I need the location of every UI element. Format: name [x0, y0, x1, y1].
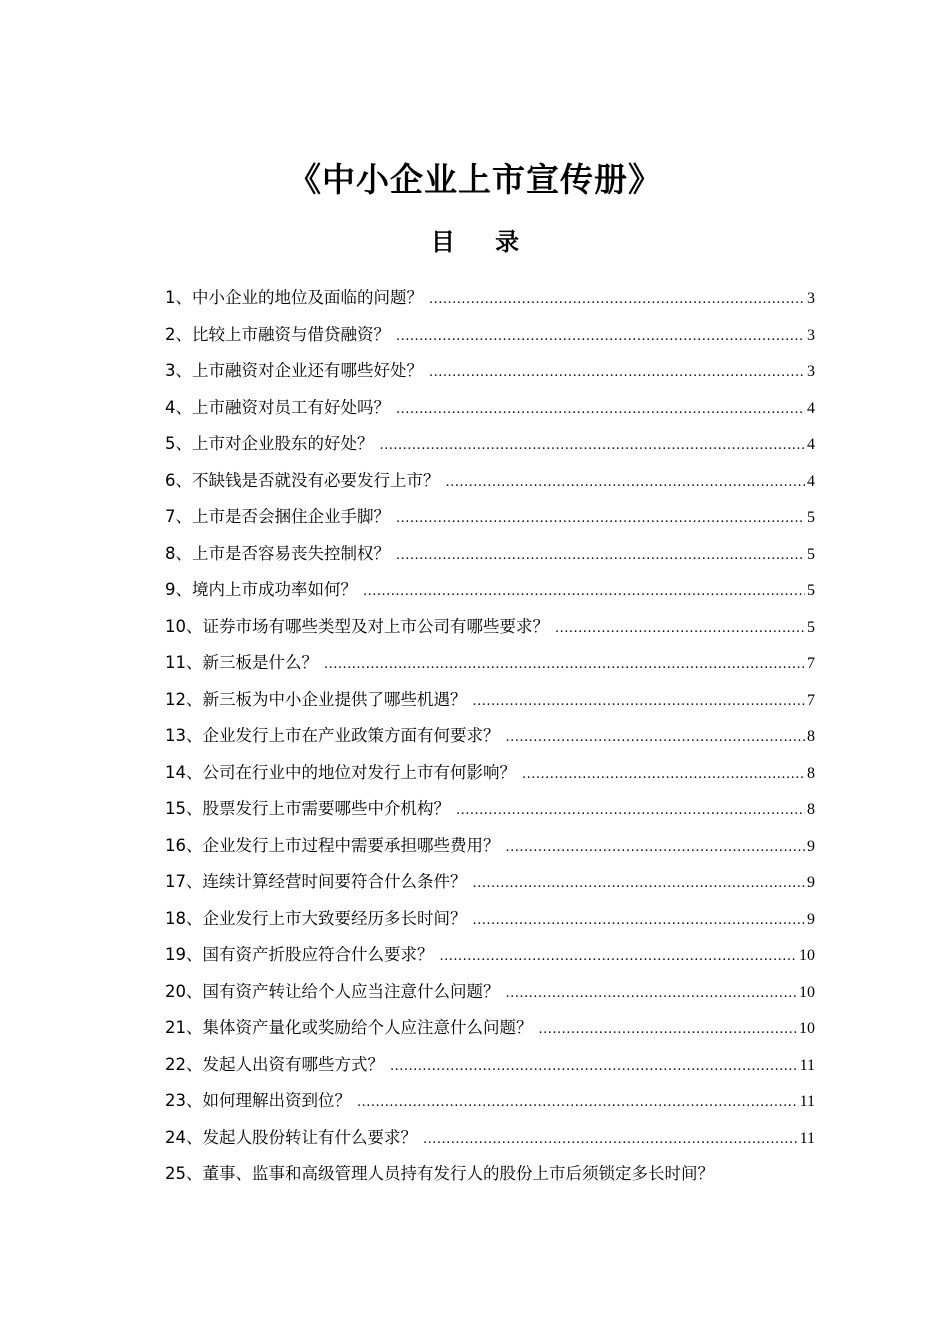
table-of-contents: [165, 280, 815, 1193]
toc-entry-number: 1、: [165, 288, 192, 307]
toc-page-number: 5: [807, 582, 815, 599]
toc-entry-number: 11、: [165, 653, 203, 672]
toc-entry[interactable]: [165, 609, 815, 646]
toc-heading: 目 录: [430, 228, 536, 256]
toc-entry[interactable]: [165, 1120, 815, 1157]
toc-dot-leader: [506, 720, 806, 757]
toc-page-number: 3: [807, 290, 815, 307]
toc-entry[interactable]: [165, 280, 815, 317]
toc-page-number: 9: [807, 910, 815, 928]
toc-page-number: 10: [799, 947, 815, 964]
toc-entry[interactable]: [165, 901, 815, 938]
toc-dot-leader: [446, 465, 806, 502]
toc-entry-title: 连续计算经营时间要符合什么条件？: [202, 872, 467, 891]
toc-entry[interactable]: [165, 791, 815, 828]
toc-entry-title: 不缺钱是否就没有必要发行上市？: [192, 470, 440, 490]
toc-page-number: 5: [807, 618, 815, 636]
toc-dot-leader: [539, 1012, 798, 1049]
toc-entry[interactable]: [165, 390, 815, 427]
toc-entry-title: 集体资产量化或奖励给个人应注意什么问题？: [202, 1018, 533, 1037]
toc-entry[interactable]: [165, 718, 815, 755]
toc-entry[interactable]: [165, 645, 815, 682]
toc-dot-leader: [396, 319, 805, 356]
toc-entry-number: 7、: [165, 507, 192, 526]
toc-entry-number: 5、: [165, 434, 192, 453]
toc-entry[interactable]: [165, 426, 815, 463]
toc-dot-leader: [555, 611, 805, 648]
toc-entry[interactable]: [165, 937, 815, 974]
toc-entry-title: 上市融资对员工有好处吗？: [192, 397, 390, 417]
toc-entry-title: 企业发行上市过程中需要承担哪些费用？: [202, 835, 500, 855]
toc-entry[interactable]: [165, 572, 815, 609]
toc-entry[interactable]: [165, 536, 815, 573]
toc-entry-number: 4、: [165, 397, 192, 417]
document-title: 《中小企业上市宣传册》: [288, 160, 662, 199]
toc-entry-number: 18、: [165, 908, 203, 928]
toc-entry[interactable]: [165, 682, 815, 719]
toc-page-number: 11: [799, 1056, 815, 1074]
toc-dot-leader: [363, 574, 805, 611]
toc-dot-leader: [396, 538, 805, 575]
toc-entry-number: 23、: [165, 1091, 203, 1110]
toc-dot-leader: [324, 647, 805, 684]
toc-dot-leader: [396, 392, 805, 429]
toc-entry[interactable]: [165, 463, 815, 500]
toc-entry-title: 新三板是什么？: [202, 653, 318, 672]
toc-entry-title: 股票发行上市需要哪些中介机构？: [202, 799, 450, 818]
toc-entry-title: 上市对企业股东的好处？: [192, 434, 374, 453]
toc-entry-title: 企业发行上市大致要经历多长时间？: [202, 908, 467, 928]
toc-page-number: 4: [807, 399, 815, 417]
toc-page-number: 7: [807, 655, 815, 672]
toc-page-number: 11: [799, 1129, 815, 1147]
toc-entry-number: 3、: [165, 361, 192, 380]
toc-dot-leader: [396, 501, 805, 538]
toc-page-number: 5: [807, 509, 815, 526]
toc-dot-leader: [506, 830, 806, 867]
toc-entry-number: 13、: [165, 726, 203, 745]
toc-dot-leader: [506, 976, 798, 1013]
toc-entry-title: 境内上市成功率如何？: [192, 580, 357, 599]
toc-entry-title: 中小企业的地位及面临的问题？: [192, 288, 423, 307]
toc-entry[interactable]: [165, 1083, 815, 1120]
toc-dot-leader: [390, 1049, 798, 1086]
toc-page-number: 11: [799, 1093, 815, 1110]
toc-dot-leader: [456, 793, 805, 830]
toc-dot-leader: [440, 939, 798, 976]
toc-entry-title: 公司在行业中的地位对发行上市有何影响？: [202, 762, 516, 782]
toc-page-number: 4: [807, 436, 815, 453]
toc-entry-number: 21、: [165, 1018, 203, 1037]
toc-entry[interactable]: [165, 828, 815, 865]
toc-dot-leader: [473, 903, 806, 940]
toc-entry-title: 上市是否会捆住企业手脚？: [192, 507, 390, 526]
toc-entry-number: 9、: [165, 580, 192, 599]
toc-page-number: 7: [807, 691, 815, 709]
toc-entry[interactable]: [165, 864, 815, 901]
toc-page-number: 10: [799, 983, 815, 1001]
toc-entry-title: 如何理解出资到位？: [202, 1091, 351, 1110]
toc-entry[interactable]: [165, 974, 815, 1011]
toc-page-number: 3: [807, 363, 815, 380]
toc-entry-number: 25、: [165, 1164, 203, 1183]
toc-entry-number: 22、: [165, 1054, 203, 1074]
toc-page-number: 8: [807, 764, 815, 782]
toc-entry-title: 发起人出资有哪些方式？: [202, 1054, 384, 1074]
toc-dot-leader: [357, 1085, 798, 1122]
toc-page-number: 9: [807, 874, 815, 891]
toc-dot-leader: [423, 1122, 798, 1159]
toc-entry-number: 14、: [165, 762, 203, 782]
toc-entry-number: 16、: [165, 835, 203, 855]
toc-entry-number: 8、: [165, 543, 192, 563]
toc-entry[interactable]: [165, 1047, 815, 1084]
toc-entry-number: 20、: [165, 981, 203, 1001]
toc-entry-title: 新三板为中小企业提供了哪些机遇？: [202, 689, 467, 709]
toc-page-number: 8: [807, 728, 815, 745]
toc-page-number: 8: [807, 801, 815, 818]
toc-entry-number: 2、: [165, 324, 192, 344]
toc-entry[interactable]: [165, 755, 815, 792]
toc-dot-leader: [522, 757, 805, 794]
toc-dot-leader: [429, 355, 805, 392]
toc-page-number: 4: [807, 472, 815, 490]
toc-page-number: 5: [807, 545, 815, 563]
toc-dot-leader: [380, 428, 806, 465]
toc-entry[interactable]: [165, 1156, 815, 1193]
toc-entry-title: 比较上市融资与借贷融资？: [192, 324, 390, 344]
toc-dot-leader: [473, 684, 806, 721]
toc-entry-number: 12、: [165, 689, 203, 709]
toc-page-number: 3: [807, 326, 815, 344]
toc-entry[interactable]: [165, 353, 815, 390]
toc-entry-number: 15、: [165, 799, 203, 818]
toc-page-number: 9: [807, 837, 815, 855]
toc-entry-title: 上市融资对企业还有哪些好处？: [192, 361, 423, 380]
toc-dot-leader: [429, 282, 805, 319]
toc-entry[interactable]: [165, 1010, 815, 1047]
toc-dot-leader: [473, 866, 806, 903]
toc-entry[interactable]: [165, 317, 815, 354]
toc-entry-title: 企业发行上市在产业政策方面有何要求？: [202, 726, 500, 745]
toc-entry-title: 上市是否容易丧失控制权？: [192, 543, 390, 563]
toc-entry-title: 证券市场有哪些类型及对上市公司有哪些要求？: [202, 616, 549, 636]
toc-entry-number: 6、: [165, 470, 192, 490]
toc-page-number: 10: [799, 1020, 815, 1037]
toc-entry-number: 24、: [165, 1127, 203, 1147]
toc-entry-title: 董事、监事和高级管理人员持有发行人的股份上市后须锁定多长时间？: [202, 1164, 714, 1183]
toc-entry-title: 发起人股份转让有什么要求？: [202, 1127, 417, 1147]
toc-entry[interactable]: [165, 499, 815, 536]
toc-entry-title: 国有资产折股应符合什么要求？: [202, 945, 434, 964]
toc-entry-number: 17、: [165, 872, 203, 891]
toc-entry-number: 10、: [165, 616, 203, 636]
toc-entry-number: 19、: [165, 945, 203, 964]
toc-entry-title: 国有资产转让给个人应当注意什么问题？: [202, 981, 500, 1001]
